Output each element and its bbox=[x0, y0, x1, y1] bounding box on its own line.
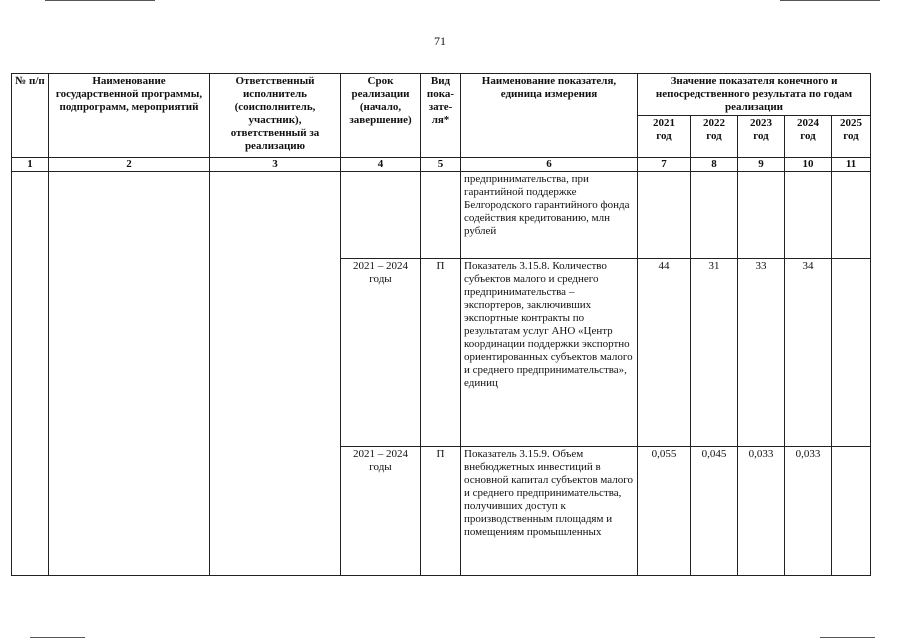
value-cell: 0,055 bbox=[638, 446, 691, 575]
column-number: 1 bbox=[12, 158, 49, 172]
value-cell bbox=[738, 172, 785, 259]
header-term: Срок реализации (начало, завершение) bbox=[341, 74, 421, 158]
type-cell: П bbox=[421, 258, 461, 446]
header-program: Наименование государственной программы, подпрограмм, мероприятий bbox=[49, 74, 210, 158]
value-cell bbox=[832, 446, 871, 575]
header-year-2025: 2025 год bbox=[832, 116, 871, 158]
value-cell: 34 bbox=[785, 258, 832, 446]
header-indicator: Наименование показателя, единица измерения bbox=[461, 74, 638, 158]
value-cell bbox=[638, 172, 691, 259]
value-cell: 33 bbox=[738, 258, 785, 446]
table-row bbox=[12, 172, 871, 259]
value-cell: 31 bbox=[691, 258, 738, 446]
scan-artifact-top-right bbox=[780, 0, 880, 1]
program-cell bbox=[49, 172, 210, 576]
column-number: 6 bbox=[461, 158, 638, 172]
column-number: 5 bbox=[421, 158, 461, 172]
executor-cell bbox=[210, 172, 341, 576]
indicator-cell: Показатель 3.15.9. Объем внебюджетных инвестиций в основной капитал субъектов малого и среднего предпринимательства, получивших доступ к производственным площадям и помещениям промышленных bbox=[461, 446, 638, 575]
scan-artifact-top-left bbox=[45, 0, 155, 1]
scan-artifact-bottom-left bbox=[30, 637, 85, 638]
term-cell bbox=[341, 172, 421, 259]
value-cell: 0,033 bbox=[738, 446, 785, 575]
column-number: 2 bbox=[49, 158, 210, 172]
header-executor: Ответственный исполнитель (соисполнитель, участник), ответственный за реализацию bbox=[210, 74, 341, 158]
term-cell: 2021 – 2024 годы bbox=[341, 258, 421, 446]
type-cell bbox=[421, 172, 461, 259]
term-cell: 2021 – 2024 годы bbox=[341, 446, 421, 575]
value-cell: 0,033 bbox=[785, 446, 832, 575]
column-number: 11 bbox=[832, 158, 871, 172]
type-cell: П bbox=[421, 446, 461, 575]
header-number: № п/п bbox=[12, 74, 49, 158]
indicator-cell: Показатель 3.15.8. Количество субъектов малого и среднего предпринимательства – экспортеров, заключивших экспортные контракты по результатам услуг АНО «Центр координации поддержки экспортно ориентированных субъектов малого и среднего предпринимательства», единиц bbox=[461, 258, 638, 446]
scan-artifact-bottom-right bbox=[820, 637, 875, 638]
column-numbers-row bbox=[12, 158, 871, 172]
column-number: 4 bbox=[341, 158, 421, 172]
column-number: 3 bbox=[210, 158, 341, 172]
page-number: 71 bbox=[434, 34, 446, 48]
value-cell bbox=[832, 172, 871, 259]
value-cell: 0,045 bbox=[691, 446, 738, 575]
row-number-cell bbox=[12, 172, 49, 576]
header-year-2023: 2023 год bbox=[738, 116, 785, 158]
header-values: Значение показателя конечного и непосредственного результата по годам реализации bbox=[638, 74, 871, 116]
column-number: 9 bbox=[738, 158, 785, 172]
value-cell: 44 bbox=[638, 258, 691, 446]
column-number: 8 bbox=[691, 158, 738, 172]
header-year-2024: 2024 год bbox=[785, 116, 832, 158]
column-number: 7 bbox=[638, 158, 691, 172]
value-cell bbox=[785, 172, 832, 259]
value-cell bbox=[691, 172, 738, 259]
indicators-table bbox=[11, 73, 871, 576]
indicator-cell: предпринимательства, при гарантийной поддержке Белгородского гарантийного фонда содействия кредитованию, млн рублей bbox=[461, 172, 638, 259]
value-cell bbox=[832, 258, 871, 446]
header-year-2021: 2021 год bbox=[638, 116, 691, 158]
column-number: 10 bbox=[785, 158, 832, 172]
header-year-2022: 2022 год bbox=[691, 116, 738, 158]
header-type: Вид пока-зате-ля* bbox=[421, 74, 461, 158]
